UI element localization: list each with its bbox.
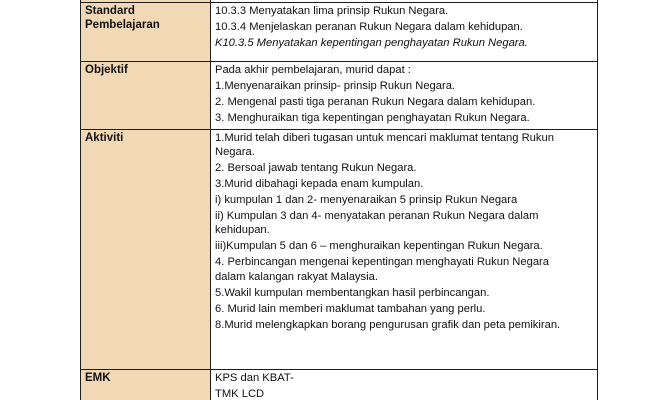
- row-content: [211, 62, 598, 130]
- row-label: [81, 130, 211, 370]
- row-label: [81, 62, 211, 130]
- content-line: K10.3.5 Menyatakan kepentingan penghayatan Rukun Negara.: [215, 37, 528, 49]
- row-standard-pembelajaran: [81, 3, 598, 62]
- content-line: TMK LCD: [215, 388, 265, 400]
- content-text-continued: kehidupan.: [215, 224, 270, 237]
- row-label: [81, 3, 211, 62]
- lesson-plan-table: [80, 0, 598, 400]
- content-text: 4. Perbincangan mengenai kepentingan menghayati Rukun Negara: [215, 256, 549, 269]
- content-text-continued: dalam kalangan rakyat Malaysia.: [215, 270, 378, 283]
- row-emk: [81, 370, 598, 400]
- label-line: Objektif: [85, 64, 128, 76]
- row-content: [211, 3, 598, 62]
- content-line: iii)Kumpulan 5 dan 6 – menghuraikan kepentingan Rukun Negara.: [215, 240, 543, 253]
- content-line: i) kumpulan 1 dan 2- menyenaraikan 5 prinsip Rukun Negara: [215, 194, 518, 207]
- content-line: 2. Bersoal jawab tentang Rukun Negara.: [215, 162, 417, 175]
- content-line: [215, 131, 593, 159]
- row-content: [211, 370, 598, 400]
- content-line: 6. Murid lain memberi maklumat tambahan yang perlu.: [215, 302, 486, 315]
- content-text-continued: Negara.: [215, 146, 255, 159]
- label-line: Pembelajaran: [85, 19, 160, 31]
- content-text: ii) Kumpulan 3 dan 4- menyatakan peranan Rukun Negara dalam: [215, 210, 539, 223]
- label-line: EMK: [85, 372, 111, 384]
- content-line: 10.3.3 Menyatakan lima prinsip Rukun Negara.: [215, 5, 449, 17]
- content-line: 10.3.4 Menjelaskan peranan Rukun Negara dalam kehidupan.: [215, 21, 523, 33]
- content-line: 2. Mengenal pasti tiga peranan Rukun Negara dalam kehidupan.: [215, 96, 536, 108]
- row-label: [81, 370, 211, 400]
- content-line: 1.Menyenaraikan prinsip- prinsip Rukun Negara.: [215, 80, 456, 92]
- row-content: [211, 130, 598, 370]
- content-line: 5.Wakil kumpulan membentangkan hasil perbincangan.: [215, 286, 490, 299]
- content-line: 3. Menghuraikan tiga kepentingan penghayatan Rukun Negara.: [215, 112, 530, 124]
- content-line: [215, 209, 593, 237]
- content-line: [215, 255, 593, 283]
- label-line: Aktiviti: [85, 132, 124, 144]
- label-line: Standard: [85, 5, 135, 17]
- content-line: Pada akhir pembelajaran, murid dapat :: [215, 64, 411, 76]
- row-objektif: [81, 62, 598, 130]
- content-line: 8.Murid melengkapkan borang pengurusan grafik dan peta pemikiran.: [215, 318, 561, 331]
- content-line: 3.Murid dibahagi kepada enam kumpulan.: [215, 178, 424, 191]
- row-aktiviti: [81, 130, 598, 370]
- content-line: KPS dan KBAT-: [215, 372, 294, 384]
- content-text: 1.Murid telah diberi tugasan untuk mencari maklumat tentang Rukun: [215, 132, 554, 144]
